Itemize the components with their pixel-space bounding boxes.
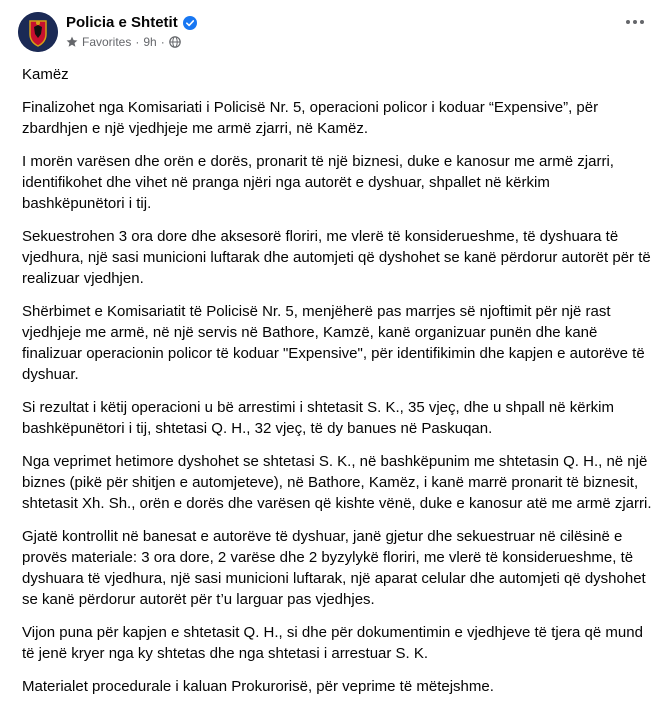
post-paragraph: Gjatë kontrollit në banesat e autorëve të dyshuar, janë gjetur dhe sekuestruar në cilësinë e provës materiale: 3 ora dore, 2 varëse dhe 2 byzylykë floriri, me vlerë të konsiderueshme, të dyshuara të vjedhura, një sasi municioni luftarak, një aparat celular dhe automjeti që dyshohet se kanë përdorur autorët për t’u larguar pas vjedhjes. bbox=[22, 528, 646, 608]
post-paragraph: Si rezultat i këtij operacioni u bë arrestimi i shtetasit S. K., 35 vjeç, dhe u shpall në kërkim bashkëpunëtori i tij, shtetasi Q. H., 32 vjeç, të dy banues në Paskuqan. bbox=[22, 399, 614, 437]
post-meta bbox=[66, 35, 181, 49]
post-time[interactable]: 9h bbox=[143, 35, 157, 49]
more-options-icon[interactable] bbox=[626, 20, 644, 24]
dot bbox=[626, 20, 630, 24]
post-paragraph: Finalizohet nga Komisariati i Policisë Nr. 5, operacioni policor i koduar “Expensive”, për zbardhjen e një vjedhjeje me armë zjarri, në Kamëz. bbox=[22, 99, 599, 137]
dot bbox=[633, 20, 637, 24]
post-body bbox=[22, 64, 652, 709]
page-name-row bbox=[66, 14, 197, 31]
post-paragraph: Sekuestrohen 3 ora dore dhe aksesorë floriri, me vlerë të konsiderueshme, të dyshuara të vjedhura, një sasi municioni luftarak dhe automjeti që dyshohet se kanë përdorur autorët për të realizuar vjedhjen. bbox=[22, 228, 651, 287]
verified-badge-icon bbox=[183, 16, 197, 30]
post-paragraph: Shërbimet e Komisariatit të Policisë Nr. 5, menjëherë pas marrjes së njoftimit për një rast vjedhjeje me armë, në një servis në Bathore, Kamzë, kanë organizuar punën dhe kanë finalizuar operacionin policor të koduar "Expensive", për identifikimin dhe kapjen e autorëve të dyshuar. bbox=[22, 303, 645, 383]
post-header bbox=[0, 0, 666, 60]
audience-label[interactable]: Favorites bbox=[82, 35, 132, 49]
post-paragraph: Vijon puna për kapjen e shtetasit Q. H., si dhe për dokumentimin e vjedhjeve të tjera që mund të jenë kryer nga ky shtetas dhe nga shtetasi i arrestuar S. K. bbox=[22, 624, 643, 662]
avatar[interactable] bbox=[18, 12, 58, 52]
post-paragraph: Materialet procedurale i kaluan Prokurorisë, për veprime të mëtejshme. bbox=[22, 678, 494, 695]
post-paragraph: Nga veprimet hetimore dyshohet se shtetasi S. K., në bashkëpunim me shtetasin Q. H., në një biznes (pikë për shitjen e automjeteve), në Bathore, Kamëz, i kanë marrë pronarit të biznesit, shtetasit Xh. Sh., orën e dorës dhe varësen që kishte vënë, duke e kanosur atë me armë zjarri. bbox=[22, 453, 652, 512]
meta-separator-2: · bbox=[160, 35, 165, 49]
meta-separator: · bbox=[135, 35, 140, 49]
dot bbox=[640, 20, 644, 24]
page-name[interactable]: Policia e Shtetit bbox=[66, 14, 178, 31]
post-paragraph: I morën varësen dhe orën e dorës, pronarit të një biznesi, duke e kanosur me armë zjarri, identifikohet dhe vihet në pranga njëri nga autorët e dyshuar, shpallet në kërkim bashkëpunëtori i tij. bbox=[22, 153, 614, 212]
police-emblem-icon bbox=[18, 12, 58, 52]
globe-icon[interactable] bbox=[169, 36, 181, 48]
post-location: Kamëz bbox=[22, 66, 69, 83]
star-icon bbox=[66, 36, 78, 48]
